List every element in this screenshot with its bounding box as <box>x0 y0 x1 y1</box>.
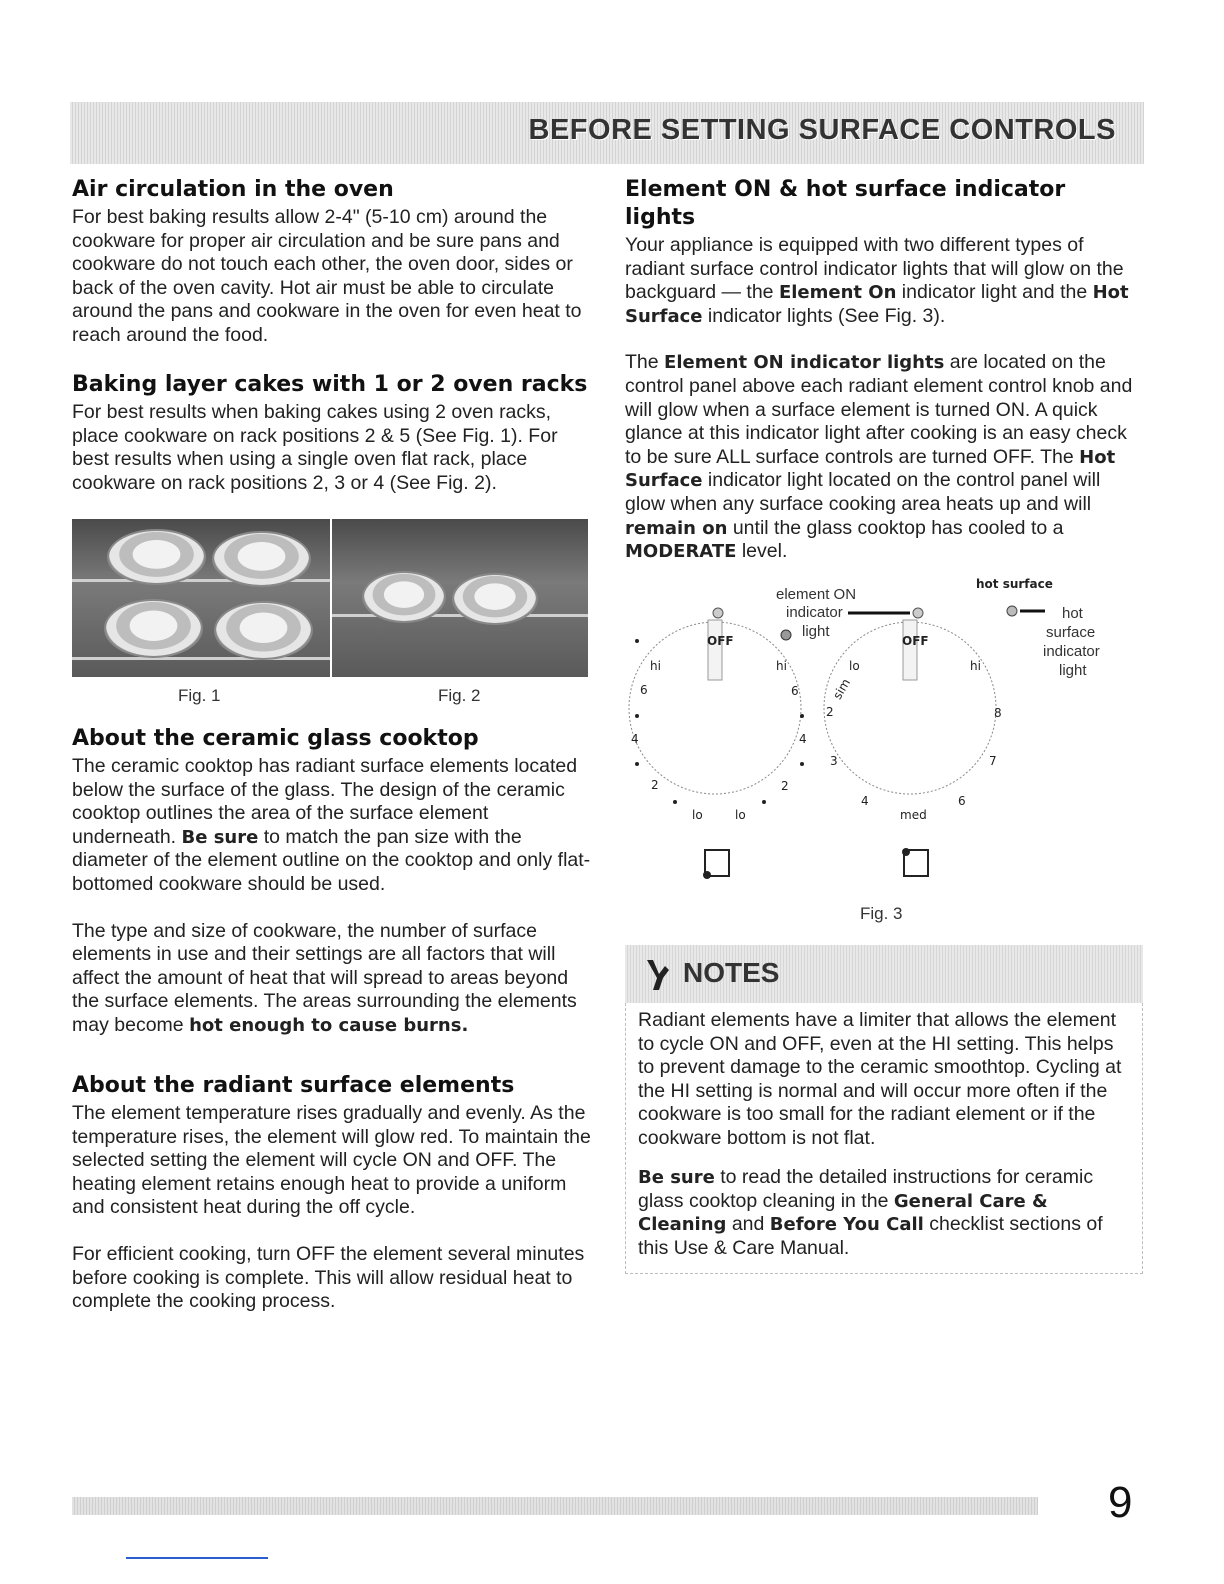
indicator-lights-text-1: Your appliance is equipped with two different types of radiant surface control indicator lights that will glow on the backguard — the Element On indicator light and the Hot Surface indicator lights (See Fig. 3). <box>625 234 1129 327</box>
ceramic-cooktop-section <box>72 725 592 1038</box>
indicator-label: indicator <box>786 604 843 621</box>
cake-pan <box>107 529 206 585</box>
section-banner <box>70 102 1144 164</box>
dual-element-dot <box>902 848 910 856</box>
air-circulation-section <box>72 176 592 348</box>
note-pen-icon <box>643 956 673 992</box>
med-label: med <box>900 808 927 822</box>
page-number: 9 <box>1108 1478 1133 1527</box>
off-label-left: OFF <box>707 634 734 648</box>
hi-label: hi <box>776 659 787 673</box>
fig1-oven-photo <box>72 519 330 677</box>
single-element-dot <box>703 871 711 879</box>
setting-4: 4 <box>799 732 807 746</box>
dial-dot <box>635 639 639 643</box>
dial-dot <box>762 800 766 804</box>
setting-2: 2 <box>826 705 834 719</box>
dial-dot <box>673 800 677 804</box>
notes-header <box>625 945 1143 1003</box>
setting-3: 3 <box>830 754 838 768</box>
notes-text-2: Be sure to read the detailed instructions for ceramic glass cooktop cleaning in the General Care & Cleaning and Before You Call checklist sections of this Use & Care Manual. <box>638 1166 1103 1259</box>
fig2-oven-photo <box>332 519 588 677</box>
radiant-elements-text-1: The element temperature rises gradually and evenly. As the temperature rises, the element will glow red. To maintain the selected setting the element will cycle ON and OFF. The heating element retains enough heat to provide a uniform and consistent heat during the off cycle. <box>72 1102 591 1219</box>
cake-pan <box>452 573 538 625</box>
left-knob-grip <box>708 620 722 680</box>
right-knob-grip <box>903 620 917 680</box>
control-knob-diagram <box>620 570 1120 900</box>
radiant-elements-text-2: For efficient cooking, turn OFF the element several minutes before cooking is complete. This will allow residual heat to complete the cooking process. <box>72 1242 585 1313</box>
cake-pan <box>212 531 311 587</box>
indicator-lights-text-2: The Element ON indicator lights are located on the control panel above each radiant element control knob and will glow when a surface element is turned ON. A quick glance at this indicator light after cooking is an easy check to be sure ALL surface controls are turned OFF. The Hot Surface indicator light located on the control panel will glow when any surface cooking area heats up and will remain on until the glass cooktop has cooled to a MODERATE level. <box>625 351 1133 563</box>
setting-4: 4 <box>631 732 639 746</box>
hi-label: hi <box>650 659 661 673</box>
indicator-light-left <box>713 608 723 618</box>
indicator-lights-heading: Element ON & hot surface indicator lights <box>625 177 1066 230</box>
dial-dot <box>800 762 804 766</box>
setting-2: 2 <box>781 779 789 793</box>
element-on-label: element ON <box>776 586 857 603</box>
ceramic-cooktop-heading: About the ceramic glass cooktop <box>72 726 479 751</box>
sim-label: sim <box>830 676 854 702</box>
light-label: light <box>802 623 830 640</box>
oven-rack <box>72 657 330 660</box>
setting-4: 4 <box>861 794 869 808</box>
hot-label: hot <box>1062 605 1083 622</box>
footer-divider <box>126 1557 268 1559</box>
fig1-caption: Fig. 1 <box>178 686 221 705</box>
dial-dot <box>635 762 639 766</box>
ceramic-cooktop-text-1: The ceramic cooktop has radiant surface elements located below the surface of the glass. The design of the ceramic cooktop outlines the area of the surface element underneath. Be sure to match the pan size with the diameter of the element outline on the cooktop and only flat-bottomed cookware should be used. <box>72 755 591 895</box>
dial-dot <box>635 714 639 718</box>
cake-pan <box>214 601 313 660</box>
lo-label: lo <box>735 808 746 822</box>
page-title: BEFORE SETTING SURFACE CONTROLS <box>528 114 1116 146</box>
indicator-light-right <box>913 608 923 618</box>
off-label-right: OFF <box>902 634 929 648</box>
lo-label: lo <box>849 659 860 673</box>
dial-dot <box>800 714 804 718</box>
layer-cakes-text: For best results when baking cakes using 2 oven racks, place cookware on rack positions 2 & 5 (See Fig. 1). For best results when using a single oven flat rack, place cookware on rack positions 2, 3 or 4 (See Fig. 2). <box>72 401 558 494</box>
lo-label: lo <box>692 808 703 822</box>
notes-title: NOTES <box>683 957 780 988</box>
radiant-elements-heading: About the radiant surface elements <box>72 1073 515 1098</box>
indicator-lights-section <box>625 176 1135 564</box>
notes-box <box>625 1003 1143 1274</box>
setting-8: 8 <box>994 706 1002 720</box>
setting-6: 6 <box>958 794 966 808</box>
setting-7: 7 <box>989 754 997 768</box>
knob-drawing <box>620 570 1120 900</box>
setting-2: 2 <box>651 778 659 792</box>
hi-label: hi <box>970 659 981 673</box>
light-label-2: light <box>1059 662 1087 679</box>
layer-cakes-section <box>72 371 592 495</box>
ceramic-cooktop-text-2: The type and size of cookware, the number of surface elements in use and their settings are all factors that will affect the amount of heat that will spread to areas beyond the surface elements. The areas surrounding the elements may become hot enough to cause burns. <box>72 919 577 1036</box>
cake-pan <box>362 571 446 623</box>
radiant-elements-section <box>72 1072 592 1314</box>
setting-6: 6 <box>640 683 648 697</box>
setting-6: 6 <box>791 684 799 698</box>
hot-surface-light <box>1007 606 1017 616</box>
indicator-label-2: indicator <box>1043 643 1100 660</box>
layer-cakes-heading: Baking layer cakes with 1 or 2 oven racks <box>72 372 588 397</box>
cake-pan <box>104 599 203 658</box>
air-circulation-heading: Air circulation in the oven <box>72 177 394 202</box>
surface-label: surface <box>1046 624 1096 641</box>
fig3-caption: Fig. 3 <box>860 904 903 923</box>
hot-surface-title: hot surface <box>976 577 1053 591</box>
element-on-light <box>781 630 791 640</box>
air-circulation-text: For best baking results allow 2-4" (5-10 cm) around the cookware for proper air circulation and be sure pans and cookware do not touch each other, the oven door, sides or back of the oven cavity. Hot air must be able to circulate around the pans and cookware in the oven for even heat to reach around the food. <box>72 206 582 346</box>
fig2-caption: Fig. 2 <box>438 686 481 705</box>
notes-text-1: Radiant elements have a limiter that allows the element to cycle ON and OFF, even at the HI setting. This helps to prevent damage to the ceramic smoothtop. Cycling at the HI setting is normal and will occur more often if the cookware is too small for the radiant element or if the cookware bottom is not flat. <box>638 1009 1122 1149</box>
footer-bar <box>72 1497 1038 1515</box>
